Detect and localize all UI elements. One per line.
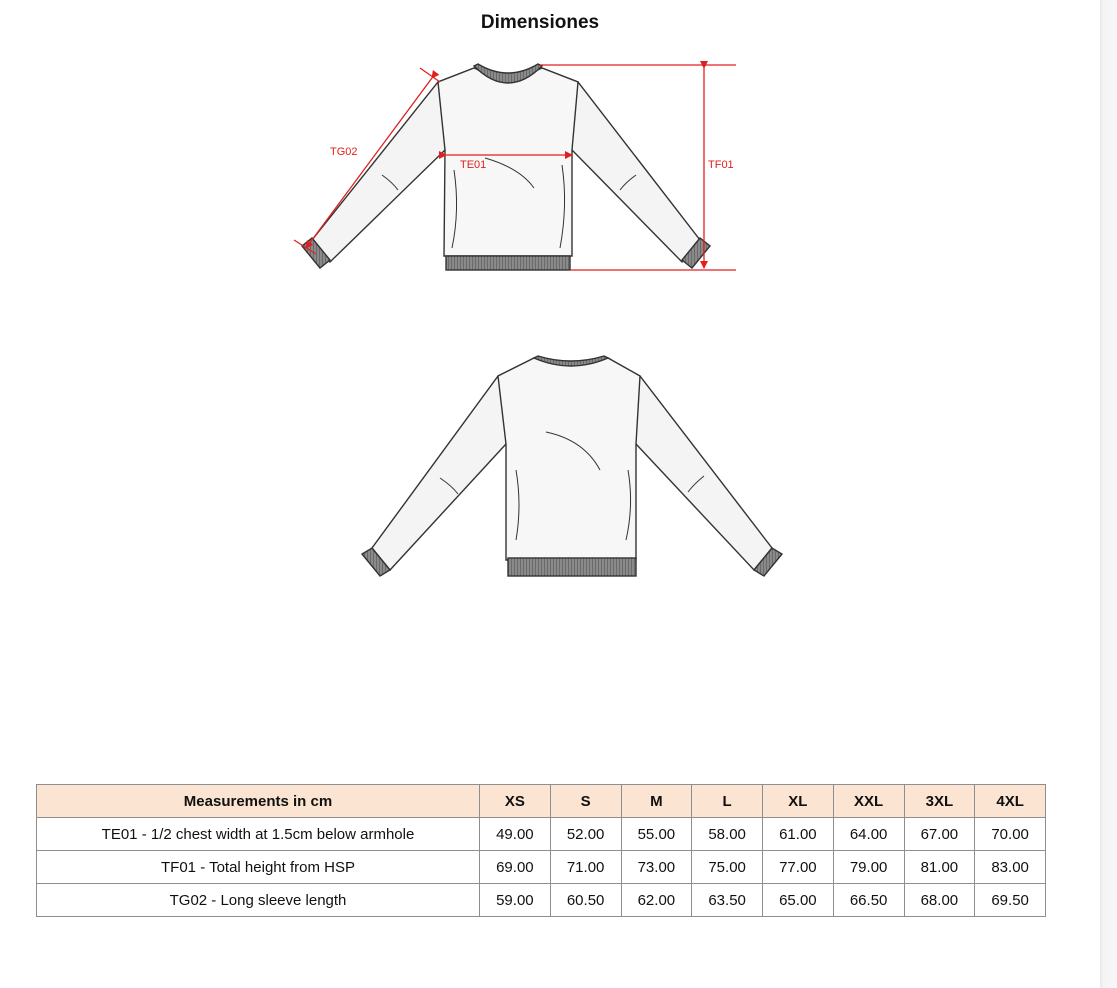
table-cell: 55.00 [621,818,692,851]
table-cell: 71.00 [550,851,621,884]
table-cell: 79.00 [833,851,904,884]
sleeve-measure-label: TG02 [330,146,358,158]
header-size-m: M [621,785,692,818]
header-size-xxl: XXL [833,785,904,818]
table-cell: 59.00 [480,884,551,917]
front-body [438,68,578,256]
front-waistband [446,256,570,270]
table-cell: 73.00 [621,851,692,884]
table-cell: 61.00 [763,818,834,851]
header-size-3xl: 3XL [904,785,975,818]
table-cell: 49.00 [480,818,551,851]
table-cell: 75.00 [692,851,763,884]
table-cell: 83.00 [975,851,1046,884]
header-measurements: Measurements in cm [37,785,480,818]
size-table [36,784,1046,917]
table-row [37,818,1046,851]
table-cell: 77.00 [763,851,834,884]
table-cell: 69.50 [975,884,1046,917]
back-waistband [508,558,636,576]
table-cell: 69.00 [480,851,551,884]
row-label: TG02 - Long sleeve length [37,884,480,917]
sweatshirt-back [362,356,782,576]
table-cell: 66.50 [833,884,904,917]
page-title: Dimensiones [480,12,600,33]
back-body [498,358,640,560]
table-cell: 65.00 [763,884,834,917]
table-cell: 81.00 [904,851,975,884]
table-cell: 63.50 [692,884,763,917]
table-cell: 67.00 [904,818,975,851]
table-cell: 70.00 [975,818,1046,851]
header-size-4xl: 4XL [975,785,1046,818]
chest-measure-label: TE01 [460,159,487,171]
row-label: TF01 - Total height from HSP [37,851,480,884]
table-cell: 68.00 [904,884,975,917]
table-row [37,884,1046,917]
table-cell: 64.00 [833,818,904,851]
header-size-xl: XL [763,785,834,818]
header-size-s: S [550,785,621,818]
height-measure-label: TF01 [708,159,734,171]
table-cell: 52.00 [550,818,621,851]
scrollbar-track[interactable] [1100,0,1117,988]
header-size-xs: XS [480,785,551,818]
table-row [37,851,1046,884]
table-cell: 62.00 [621,884,692,917]
sweatshirt-front [302,64,710,270]
header-size-l: L [692,785,763,818]
table-cell: 58.00 [692,818,763,851]
row-label: TE01 - 1/2 chest width at 1.5cm below armhole [37,818,480,851]
table-cell: 60.50 [550,884,621,917]
table-header-row [37,785,1046,818]
